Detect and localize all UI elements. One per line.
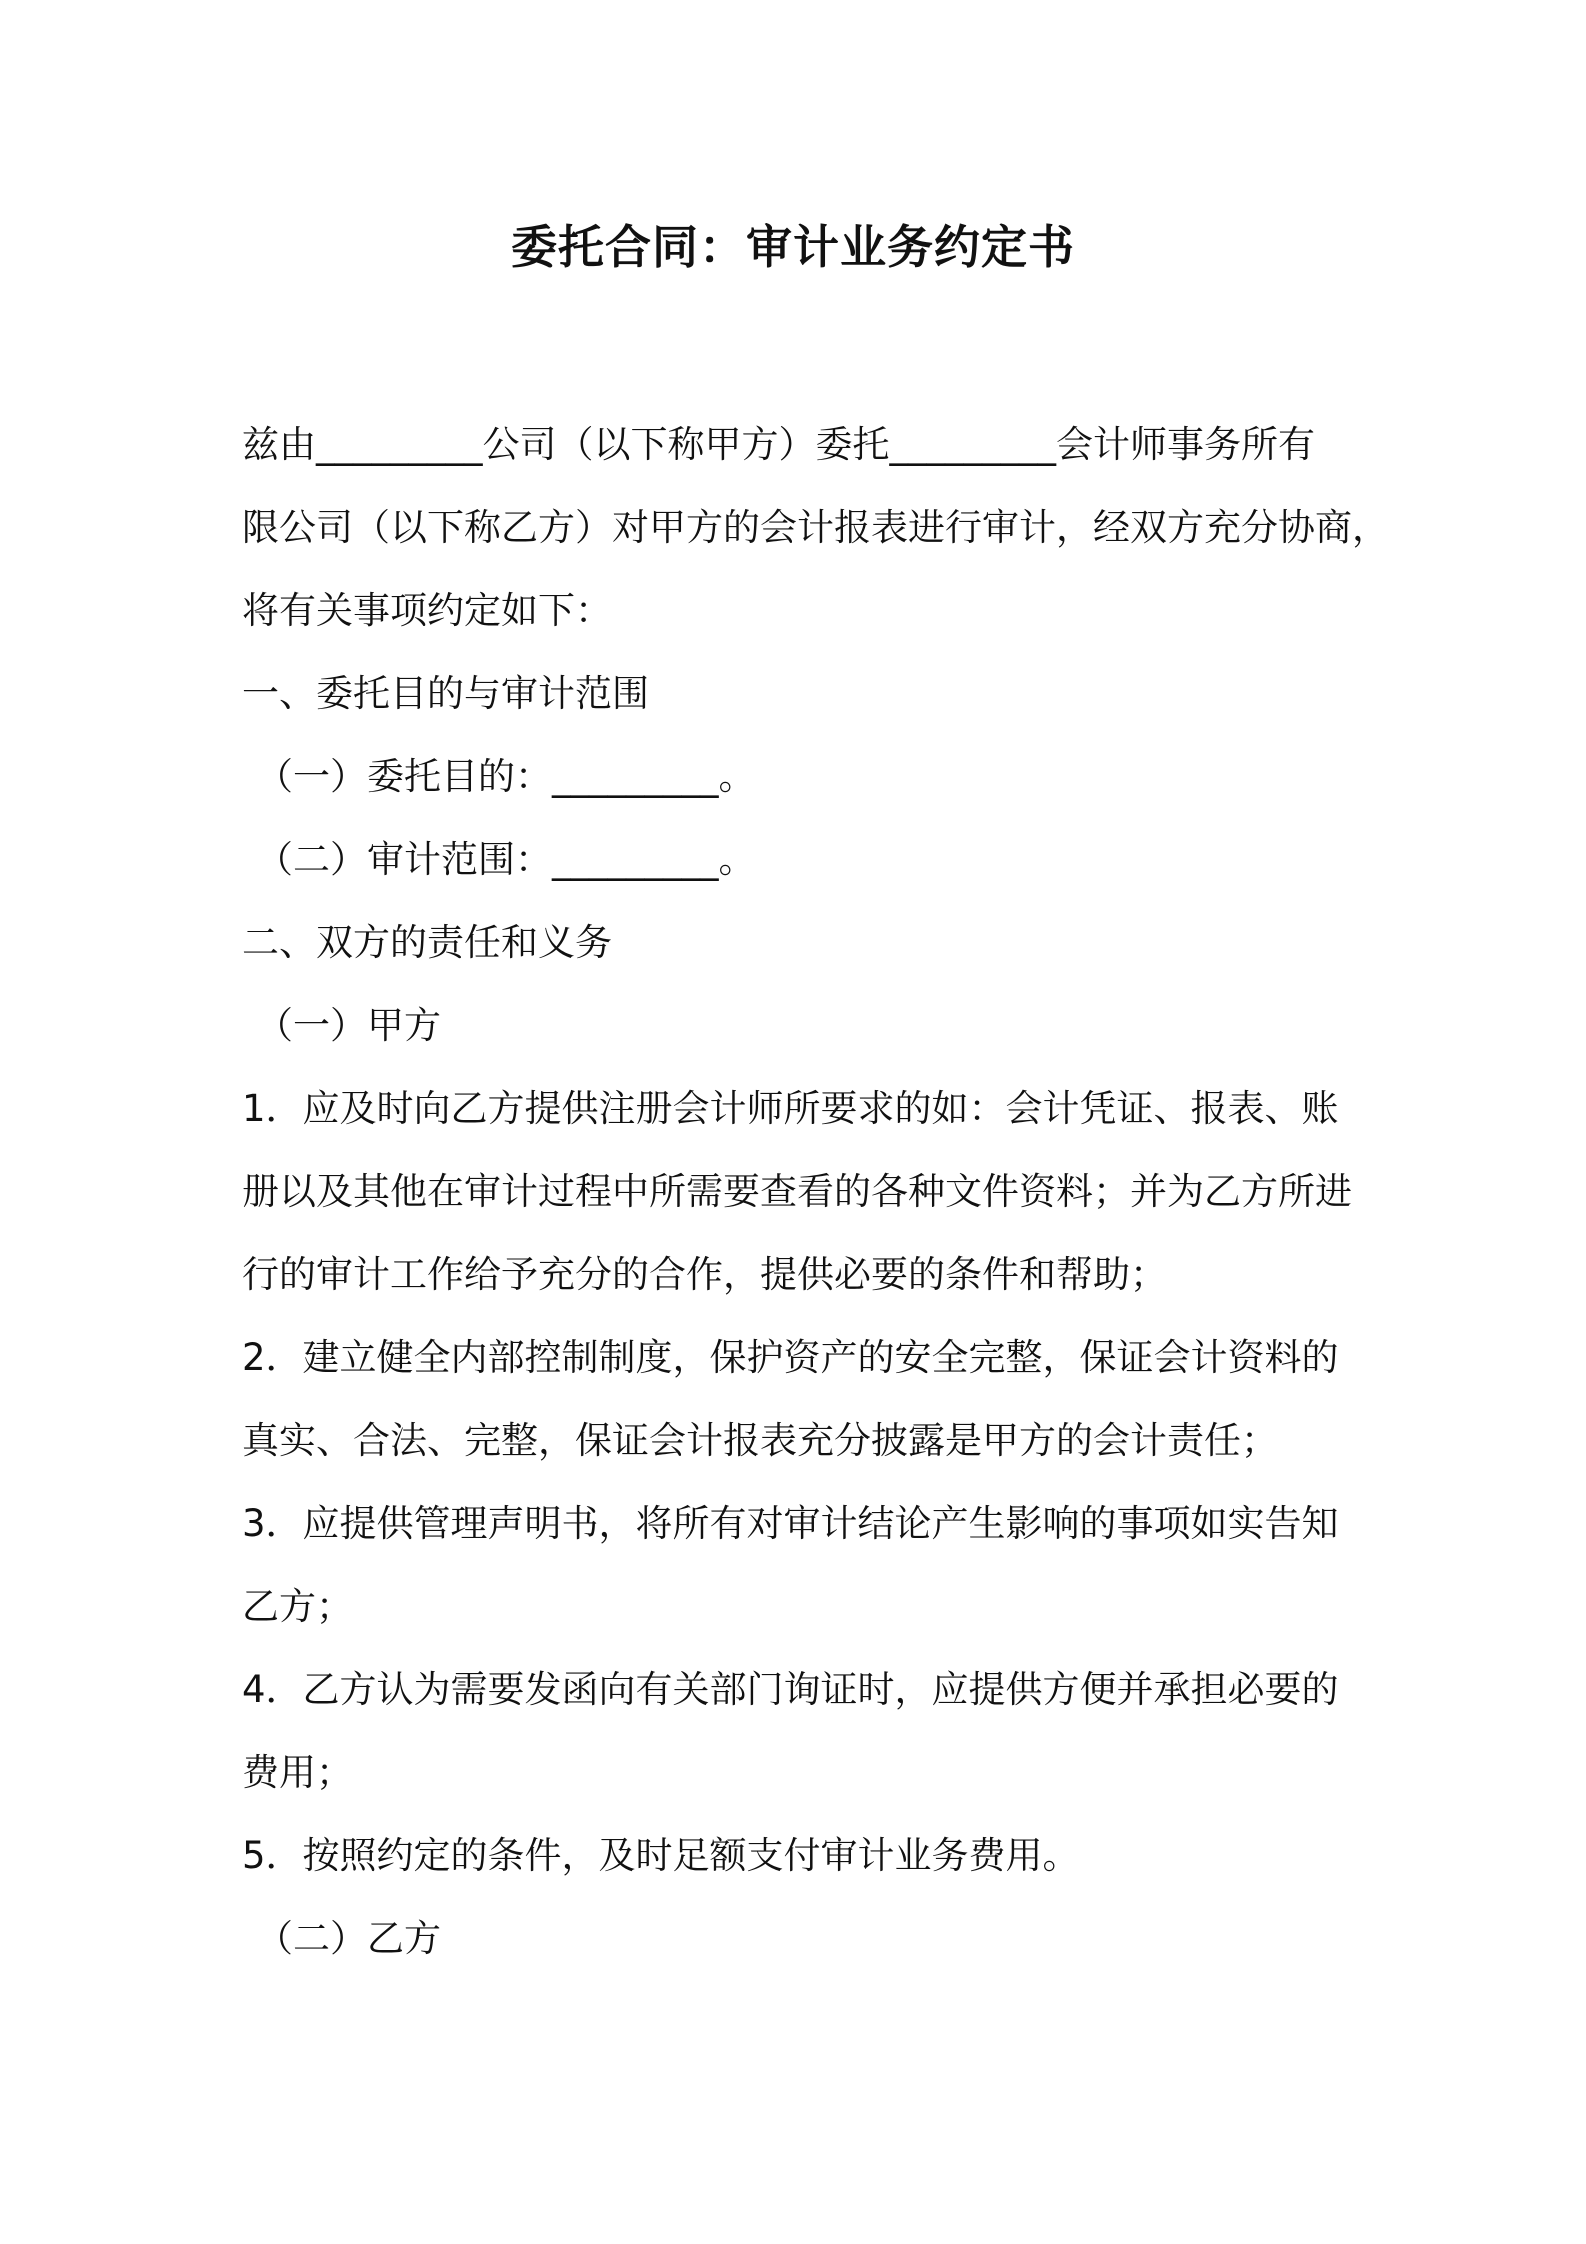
list-item-continuation: 费用； [242,1751,353,1794]
paragraph-line: 将有关事项约定如下： [242,589,612,632]
subsection-item: （二）审计范围：_________。 [256,838,756,881]
list-item: 4．乙方认为需要发函向有关部门询证时，应提供方便并承担必要的 [242,1668,1339,1711]
paragraph-line: 限公司（以下称乙方）对甲方的会计报表进行审计，经双方充分协商， [242,506,1389,549]
list-item-continuation: 册以及其他在审计过程中所需要查看的各种文件资料；并为乙方所进 [242,1170,1352,1213]
section-heading: 一、委托目的与审计范围 [242,672,649,715]
subsection-item: （一）委托目的：_________。 [256,755,756,798]
paragraph-line: 兹由_________公司（以下称甲方）委托_________会计师事务所有 [242,423,1315,466]
document-title: 委托合同：审计业务约定书 [511,220,1075,274]
list-item: 3．应提供管理声明书，将所有对审计结论产生影响的事项如实告知 [242,1502,1339,1545]
subsection-heading: （一）甲方 [256,1004,441,1047]
section-heading: 二、双方的责任和义务 [242,921,612,964]
subsection-heading: （二）乙方 [256,1917,441,1960]
list-item: 1．应及时向乙方提供注册会计师所要求的如：会计凭证、报表、账 [242,1087,1339,1130]
list-item-continuation: 真实、合法、完整，保证会计报表充分披露是甲方的会计责任； [242,1419,1278,1462]
list-item-continuation: 乙方； [242,1585,353,1628]
document-body [242,403,1389,1980]
list-item-continuation: 行的审计工作给予充分的合作，提供必要的条件和帮助； [242,1253,1167,1296]
list-item: 5．按照约定的条件，及时足额支付审计业务费用。 [242,1834,1080,1877]
list-item: 2．建立健全内部控制制度，保护资产的安全完整，保证会计资料的 [242,1336,1339,1379]
